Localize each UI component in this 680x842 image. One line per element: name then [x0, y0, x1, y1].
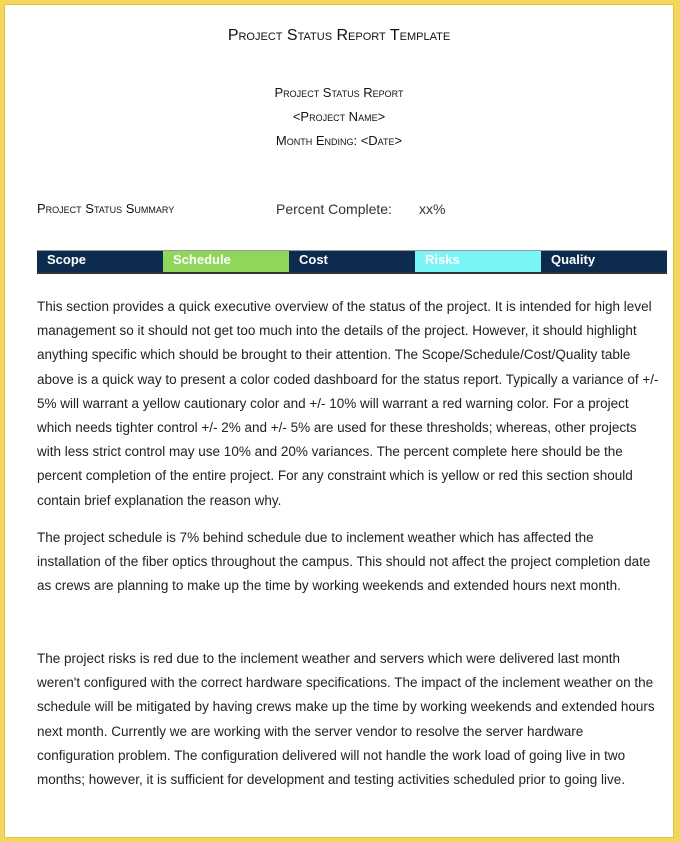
month-ending: Month Ending: <Date>	[275, 133, 403, 148]
status-dashboard	[37, 250, 667, 274]
percent-complete-label: Percent Complete:	[276, 201, 392, 217]
percent-complete-value: xx%	[419, 201, 446, 217]
report-heading: Project Status Report	[274, 85, 404, 100]
document-title: Project Status Report Template	[227, 27, 451, 44]
status-cell-quality: Quality	[541, 250, 667, 272]
status-cell-cost: Cost	[289, 250, 415, 272]
status-cell-schedule: Schedule	[163, 250, 289, 272]
project-name: <Project Name>	[292, 109, 386, 124]
summary-label: Project Status Summary	[37, 201, 175, 216]
schedule-paragraph: The project schedule is 7% behind schedule due to inclement weather which has affected the installation of the fiber optics throughout the campus. This should not affect the project completion date as crews are planning to make up the time by working weekends and extended hours next month.	[37, 530, 651, 594]
status-cell-risks: Risks	[415, 250, 541, 272]
document-page	[4, 4, 674, 838]
status-cell-scope: Scope	[37, 250, 163, 272]
overview-paragraph: This section provides a quick executive overview of the status of the project. It is intended for high level management so it should not get too much into the details of the project. However, it should highlight anything specific which should be brought to their attention. The Scope/Schedule/Cost/Quality table above is a quick way to present a color coded dashboard for the status report. Typically a variance of +/- 5% will warrant a yellow cautionary color and +/- 10% will warrant a red warning color. For a project which needs tighter control +/- 2% and +/- 5% are used for these thresholds; whereas, other projects with less strict control may use 10% and 20% variances. The percent complete here should be the percent completion of the entire project. For any constraint which is yellow or red this section should contain brief explanation the reason why.	[37, 299, 659, 508]
risks-paragraph: The project risks is red due to the inclement weather and servers which were delivered last month weren't configured with the correct hardware specifications. The impact of the inclement weather on the schedule will be mitigated by having crews make up the time by working weekends and extended hours next month. Currently we are working with the server vendor to resolve the server hardware configuration problem. The configuration delivered will not handle the work load of going live in two months; however, it is sufficient for development and testing activities scheduled prior to going live.	[37, 651, 655, 788]
